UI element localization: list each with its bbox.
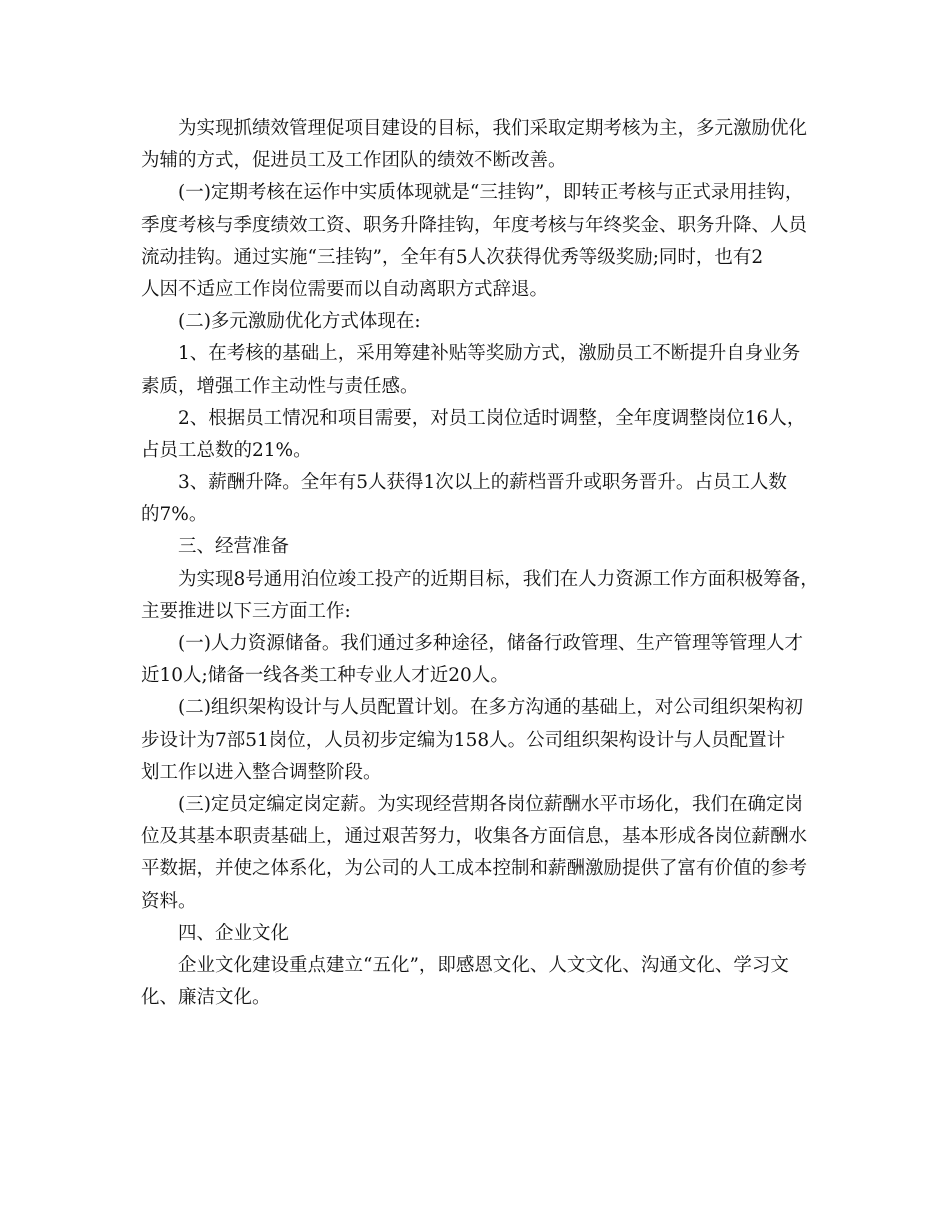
paragraph-line: 资料。 (141, 890, 197, 912)
paragraph-corporate-culture (141, 950, 821, 1014)
paragraph-line: 平数据，并使之体系化，为公司的人工成本控制和薪酬激励提供了富有价值的参考 (141, 858, 808, 880)
paragraph-line: 主要推进以下三方面工作: (141, 600, 351, 622)
document-body (141, 113, 821, 1014)
paragraph-line: 划工作以进入整合调整阶段。 (141, 761, 382, 783)
list-item-hr-reserve (141, 628, 821, 692)
list-item-org-design (141, 692, 821, 789)
section-heading: 三、经营准备 (178, 536, 290, 558)
paragraph-line: 的7%。 (141, 504, 208, 526)
paragraph-line: 流动挂钩。通过实施“三挂钩”，全年有5人次获得优秀等级奖励;同时，也有2 (141, 246, 764, 268)
paragraph-line: 近10人;储备一线各类工种专业人才近20人。 (141, 665, 509, 687)
paragraph-line: 为实现抓绩效管理促项目建设的目标，我们采取定期考核为主，多元激励优化 (178, 118, 808, 139)
paragraph-line: 占员工总数的21%。 (141, 439, 312, 461)
paragraph-line: 为实现8号通用泊位竣工投产的近期目标，我们在人力资源工作方面积极筹备， (178, 568, 819, 590)
paragraph-line: (一)人力资源储备。我们通过多种途径，储备行政管理、生产管理等管理人才 (178, 633, 803, 654)
paragraph-line: (二)多元激励优化方式体现在: (178, 311, 421, 333)
paragraph-line: 季度考核与季度绩效工资、职务升降挂钩，年度考核与年终奖金、职务升降、人员 (141, 214, 808, 236)
list-item-incentive-3 (141, 467, 821, 531)
paragraph-line: 企业文化建设重点建立“五化”，即感恩文化、人文文化、沟通文化、学习文 (178, 954, 789, 976)
paragraph-line: 步设计为7部51岗位，人员初步定编为158人。公司组织架构设计与人员配置计 (141, 729, 786, 751)
list-item-incentive-1 (141, 338, 821, 402)
paragraph-periodic-assessment (141, 177, 821, 306)
paragraph-line: 位及其基本职责基础上，通过艰苦努力，收集各方面信息，基本形成各岗位薪酬水 (141, 826, 808, 848)
list-item-staffing-pay (141, 789, 821, 918)
paragraph-line: (一)定期考核在运作中实质体现就是“三挂钩”，即转正考核与正式录用挂钩， (178, 182, 804, 204)
paragraph-line: 3、薪酬升降。全年有5人获得1次以上的薪档晋升或职务晋升。占员工人数 (178, 472, 787, 494)
section-heading-corporate-culture (141, 918, 821, 950)
paragraph-line: 素质，增强工作主动性与责任感。 (141, 375, 419, 397)
paragraph-line: (三)定员定编定岗定薪。为实现经营期各岗位薪酬水平市场化，我们在确定岗 (178, 793, 803, 815)
section-heading: 四、企业文化 (178, 922, 290, 944)
paragraph-line: 2、根据员工情况和项目需要，对员工岗位适时调整，全年度调整岗位16人， (178, 407, 806, 429)
section-heading-operations-prep (141, 531, 821, 563)
paragraph-line: (二)组织架构设计与人员配置计划。在多方沟通的基础上，对公司组织架构初 (178, 697, 803, 719)
paragraph-intro (141, 113, 821, 177)
paragraph-incentive-heading (141, 306, 821, 338)
paragraph-line: 为辅的方式，促进员工及工作团队的绩效不断改善。 (141, 150, 567, 172)
paragraph-line: 化、廉洁文化。 (141, 987, 271, 1009)
paragraph-line: 1、在考核的基础上，采用筹建补贴等奖励方式，激励员工不断提升自身业务 (178, 343, 801, 365)
paragraph-line: 人因不适应工作岗位需要而以自动离职方式辞退。 (141, 278, 549, 300)
paragraph-operations-intro (141, 564, 821, 628)
list-item-incentive-2 (141, 403, 821, 467)
